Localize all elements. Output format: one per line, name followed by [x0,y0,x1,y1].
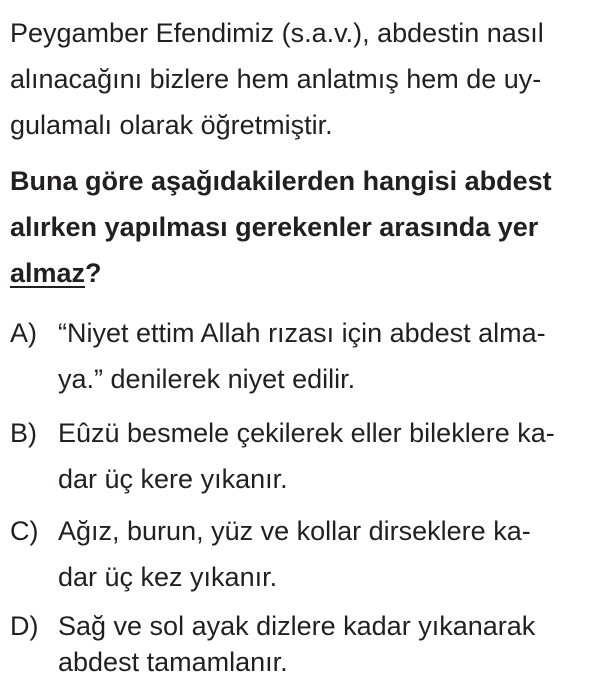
option-letter: C) [10,516,39,546]
stem-line: Peygamber Efendimiz (s.a.v.), abdestin nasıl [10,18,544,48]
option-letter: D) [10,611,39,641]
option-letter: A) [10,318,37,348]
stem-line: alınacağını bizlere hem anlatmış hem de uy- [10,64,542,94]
option-text: “Niyet ettim Allah rızası için abdest alma- [58,318,546,348]
option-text: ya.” denilerek niyet edilir. [58,364,356,394]
option-letter: B) [10,418,37,448]
option-text: Eûzü besmele çekilerek eller bileklere ka- [58,418,555,448]
option-text: Sağ ve sol ayak dizlere kadar yıkanarak [58,611,536,641]
question-line: alırken yapılması gerekenler arasında yer [10,212,539,242]
stem-line: gulamalı olarak öğretmiştir. [10,110,333,140]
question-mark: ? [85,258,102,288]
option-text: dar üç kere yıkanır. [58,464,288,494]
option-text: dar üç kez yıkanır. [58,562,278,592]
option-text: Ağız, burun, yüz ve kollar dirseklere ka- [58,516,531,546]
negation-word: almaz [10,258,86,288]
question-line [10,250,102,296]
option-text: abdest tamamlanır. [58,647,288,677]
question-line: Buna göre aşağıdakilerden hangisi abdest [10,166,552,196]
